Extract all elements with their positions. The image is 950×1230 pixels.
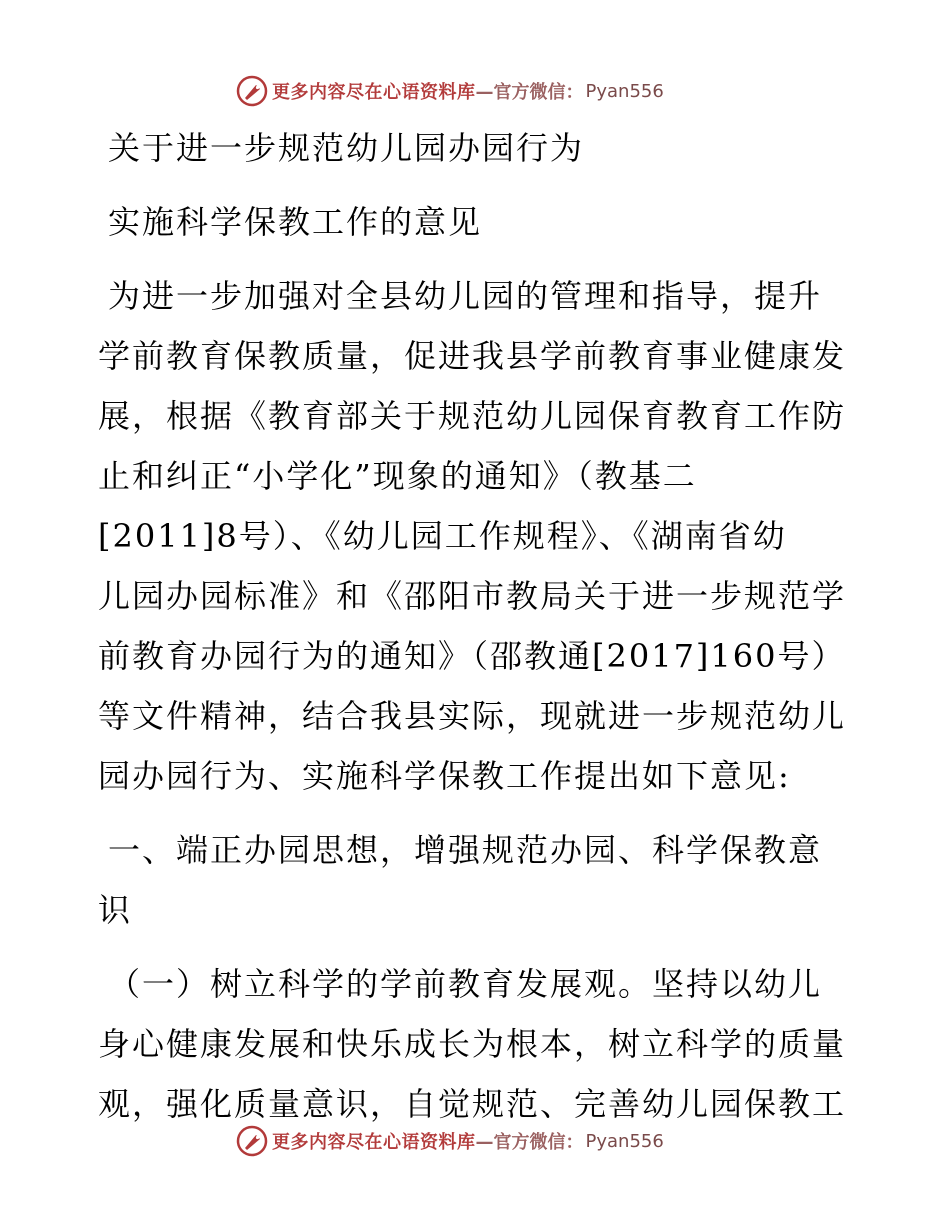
- paragraph-line: 止和纠正“小学化”现象的通知》（教基二: [98, 457, 697, 495]
- paragraph-line: 展，根据《教育部关于规范幼儿园保育教育工作防: [98, 397, 847, 435]
- watermark-wechat-id: Pyan556: [585, 80, 664, 102]
- paragraph-line: [2011]8号）、《幼儿园工作规程》、《湖南省幼: [98, 517, 787, 555]
- pen-nib-logo-icon: [236, 75, 268, 107]
- section-heading-1: [98, 820, 858, 940]
- paragraph-line: 学前教育保教质量，促进我县学前教育事业健康发: [98, 337, 847, 375]
- paragraph-line: 前教育办园行为的通知》（邵教通[2017]160号）: [98, 637, 846, 675]
- paragraph-line: 等文件精神，结合我县实际，现就进一步规范幼儿: [98, 697, 847, 735]
- intro-paragraph: [98, 266, 858, 806]
- subsection-paragraph-1: [98, 954, 858, 1134]
- document-body: [98, 118, 858, 1134]
- watermark-separator: —官方微信：: [475, 1132, 584, 1153]
- watermark-separator: —官方微信：: [475, 82, 584, 103]
- pen-nib-logo-icon: [236, 1125, 268, 1157]
- paragraph-line: 儿园办园标准》和《邵阳市教局关于进一步规范学: [98, 577, 847, 615]
- watermark-text: 更多内容尽在心语资料库: [272, 82, 476, 103]
- paragraph-line: （一）树立科学的学前教育发展观。坚持以幼儿: [108, 965, 823, 1003]
- paragraph-line: 园办园行为、实施科学保教工作提出如下意见:: [98, 757, 791, 795]
- watermark-header: [236, 74, 664, 108]
- watermark-footer: [236, 1124, 664, 1158]
- watermark-text: 更多内容尽在心语资料库: [272, 1132, 476, 1153]
- watermark-wechat-id: Pyan556: [585, 1130, 664, 1152]
- title-line-1: 关于进一步规范幼儿园办园行为: [108, 129, 585, 167]
- paragraph-line: 身心健康发展和快乐成长为根本，树立科学的质量: [98, 1025, 847, 1063]
- paragraph-line: 观，强化质量意识，自觉规范、完善幼儿园保教工: [98, 1085, 847, 1123]
- heading-line: 识: [98, 891, 133, 929]
- title-line-2: 实施科学保教工作的意见: [108, 203, 483, 241]
- paragraph-line: 为进一步加强对全县幼儿园的管理和指导，提升: [108, 277, 823, 315]
- heading-line: 一、端正办园思想，增强规范办园、科学保教意: [108, 831, 823, 869]
